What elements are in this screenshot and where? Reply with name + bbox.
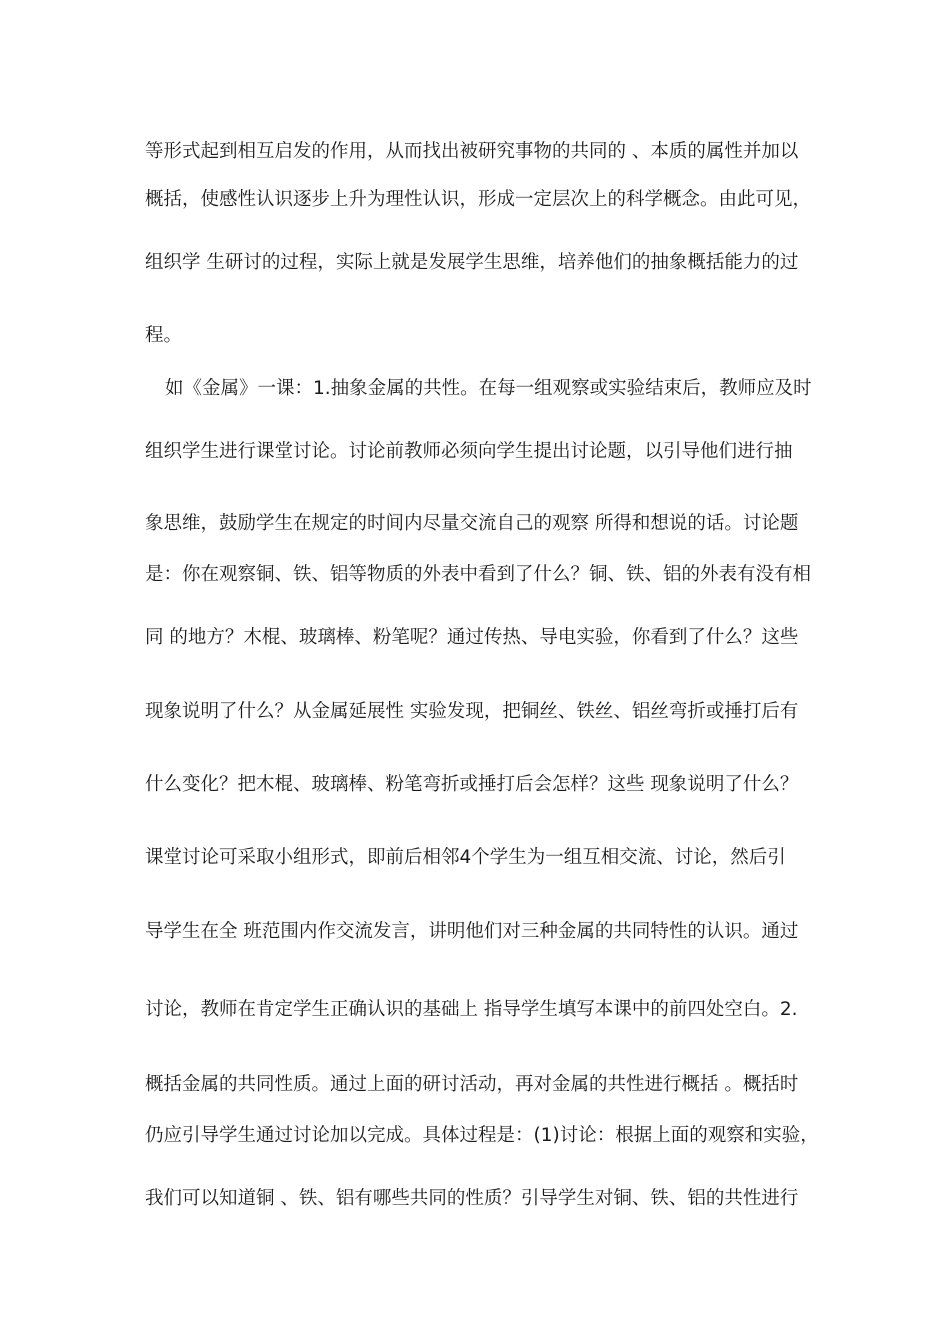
text-line: 象思维，鼓励学生在规定的时间内尽量交流自己的观察 所得和想说的话。讨论题	[145, 513, 799, 534]
text-line: 什么变化？把木棍、玻璃棒、粉笔弯折或捶打后会怎样？这些 现象说明了什么？	[145, 774, 799, 795]
text-line: 同 的地方？木棍、玻璃棒、粉笔呢？通过传热、导电实验，你看到了什么？这些	[145, 627, 799, 648]
text-line: 程。	[145, 325, 183, 346]
text-line: 如《金属》一课：1.抽象金属的共性。在每一组观察或实验结束后，教师应及时	[165, 378, 812, 399]
text-line: 仍应引导学生通过讨论加以完成。具体过程是：(1)讨论：根据上面的观察和实验，	[145, 1125, 819, 1146]
text-line: 概括，使感性认识逐步上升为理性认识，形成一定层次上的科学概念。由此可见，	[145, 189, 812, 210]
text-line: 等形式起到相互启发的作用，从而找出被研究事物的共同的 、本质的属性并加以	[145, 141, 799, 162]
text-line: 导学生在全 班范围内作交流发言，讲明他们对三种金属的共同特性的认识。通过	[145, 921, 799, 942]
text-line: 现象说明了什么？从金属延展性 实验发现，把铜丝、铁丝、铝丝弯折或捶打后有	[145, 701, 799, 722]
text-line: 组织学 生研讨的过程，实际上就是发展学生思维，培养他们的抽象概括能力的过	[145, 252, 799, 273]
text-line: 我们可以知道铜 、铁、铝有哪些共同的性质？引导学生对铜、铁、铝的共性进行	[145, 1188, 799, 1209]
text-line: 是：你在观察铜、铁、铝等物质的外表中看到了什么？铜、铁、铝的外表有没有相	[145, 564, 812, 585]
text-line: 概括金属的共同性质。通过上面的研讨活动，再对金属的共性进行概括 。概括时	[145, 1074, 799, 1095]
text-line: 课堂讨论可采取小组形式，即前后相邻4个学生为一组互相交流、讨论，然后引	[145, 847, 786, 868]
text-line: 组织学生进行课堂讨论。讨论前教师必须向学生提出讨论题，以引导他们进行抽	[145, 441, 793, 462]
text-line: 讨论，教师在肯定学生正确认识的基础上 指导学生填写本课中的前四处空白。2.	[145, 999, 798, 1020]
